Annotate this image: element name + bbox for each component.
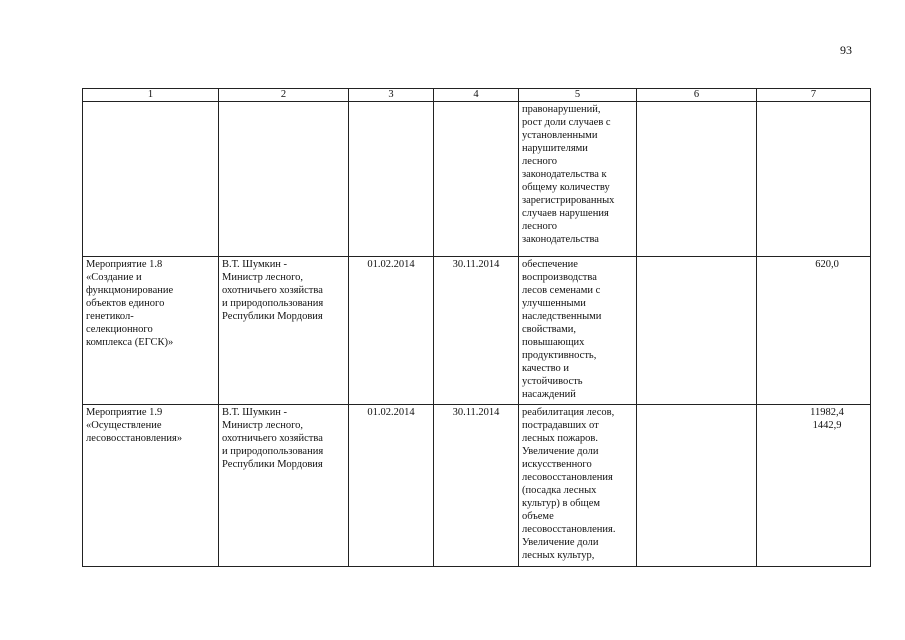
- table-cell-start-date: 01.02.2014: [349, 405, 434, 567]
- table-cell-result: правонарушений, рост доли случаев с установленными нарушителями лесного законодательства к общему количеству зарегистрированных случаев нарушения лесного законодательства: [519, 102, 637, 257]
- column-header-3: 3: [349, 89, 434, 102]
- table-cell-result: реабилитация лесов, пострадавших от лесных пожаров. Увеличение доли искусственного лесовосстановления (посадка лесных культур) в общем объеме лесовосстановления. Увеличение доли лесных культур,: [519, 405, 637, 567]
- table-cell-result: обеспечение воспроизводства лесов семенами с улучшенными наследственными свойствами, повышающих продуктивность, качество и устойчивость насаждений: [519, 257, 637, 405]
- column-header-7: 7: [757, 89, 871, 102]
- table-cell-measure: [83, 102, 219, 257]
- page-number: 93: [840, 43, 852, 57]
- table-cell-end-date: [434, 102, 519, 257]
- table-cell-measure: Мероприятие 1.9 «Осуществление лесовосстановления»: [83, 405, 219, 567]
- column-header-6: 6: [637, 89, 757, 102]
- table-cell-col6: [637, 102, 757, 257]
- table-cell-responsible: В.Т. Шумкин - Министр лесного, охотничьего хозяйства и природопользования Республики Мордовия: [219, 257, 349, 405]
- table-row: [83, 257, 871, 405]
- table-cell-start-date: 01.02.2014: [349, 257, 434, 405]
- table-cell-measure: Мероприятие 1.8 «Создание и функцмонирование объектов единого генетикол- селекционного комплекса (ЕГСК)»: [83, 257, 219, 405]
- table-cell-responsible: [219, 102, 349, 257]
- table-row: [83, 102, 871, 257]
- table-cell-end-date: 30.11.2014: [434, 405, 519, 567]
- column-header-2: 2: [219, 89, 349, 102]
- column-header-4: 4: [434, 89, 519, 102]
- column-header-1: 1: [83, 89, 219, 102]
- header-row: [83, 89, 871, 102]
- table-cell-start-date: [349, 102, 434, 257]
- data-table: [82, 88, 871, 567]
- table-cell-amount: 11982,4 1442,9: [757, 405, 871, 567]
- column-header-5: 5: [519, 89, 637, 102]
- table-cell-responsible: В.Т. Шумкин - Министр лесного, охотничьего хозяйства и природопользования Республики Мордовия: [219, 405, 349, 567]
- table-cell-end-date: 30.11.2014: [434, 257, 519, 405]
- table-cell-col6: [637, 405, 757, 567]
- table-cell-amount: 620,0: [757, 257, 871, 405]
- table-cell-col6: [637, 257, 757, 405]
- table-row: [83, 405, 871, 567]
- table-cell-amount: [757, 102, 871, 257]
